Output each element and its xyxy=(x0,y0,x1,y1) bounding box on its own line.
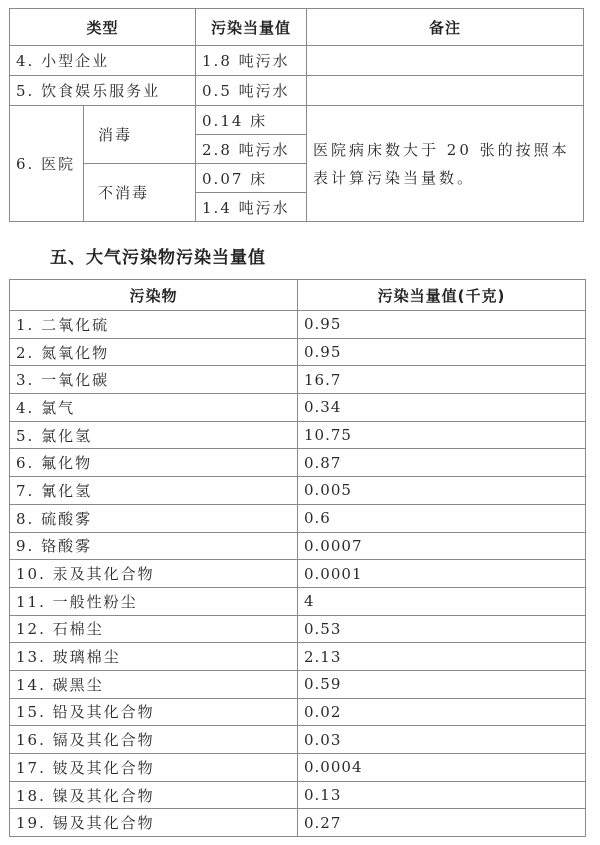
pollutant-name: 10. 汞及其化合物 xyxy=(10,560,298,588)
value-cell: 0.07 床 xyxy=(196,164,307,193)
table-row xyxy=(10,615,586,643)
header-equivalent: 污染当量值(千克) xyxy=(298,280,586,311)
pollutant-name: 6. 氟化物 xyxy=(10,449,298,477)
table-row xyxy=(10,532,586,560)
equivalent-value: 0.0007 xyxy=(298,532,586,560)
equivalent-value: 10.75 xyxy=(298,421,586,449)
equivalent-value: 0.0004 xyxy=(298,754,586,782)
table-row xyxy=(10,449,586,477)
table-row xyxy=(10,781,586,809)
table-row xyxy=(10,477,586,505)
table-header-row xyxy=(10,280,586,311)
pollutant-name: 17. 铍及其化合物 xyxy=(10,754,298,782)
pollutant-name: 18. 镍及其化合物 xyxy=(10,781,298,809)
type-cell: 5. 饮食娱乐服务业 xyxy=(10,76,196,106)
pollutant-name: 8. 硫酸雾 xyxy=(10,504,298,532)
equivalent-value: 0.87 xyxy=(298,449,586,477)
pollutant-name: 13. 玻璃棉尘 xyxy=(10,643,298,671)
table-row xyxy=(10,76,584,106)
type-cell: 4. 小型企业 xyxy=(10,46,196,76)
equivalent-value: 0.95 xyxy=(298,311,586,339)
pollutant-name: 11. 一般性粉尘 xyxy=(10,587,298,615)
water-pollutant-table xyxy=(9,8,584,222)
equivalent-value: 0.13 xyxy=(298,781,586,809)
pollutant-name: 1. 二氧化硫 xyxy=(10,311,298,339)
pollutant-name: 7. 氰化氢 xyxy=(10,477,298,505)
table-row xyxy=(10,394,586,422)
table-row xyxy=(10,311,586,339)
table-row xyxy=(10,698,586,726)
pollutant-name: 9. 铬酸雾 xyxy=(10,532,298,560)
air-pollutant-table xyxy=(9,279,586,837)
pollutant-name: 15. 铅及其化合物 xyxy=(10,698,298,726)
table-row xyxy=(10,809,586,837)
equivalent-value: 16.7 xyxy=(298,366,586,394)
table-row xyxy=(10,366,586,394)
table-row xyxy=(10,560,586,588)
table-row xyxy=(10,338,586,366)
table-row xyxy=(10,587,586,615)
table-row xyxy=(10,421,586,449)
header-value: 污染当量值 xyxy=(196,9,307,46)
header-type: 类型 xyxy=(10,9,196,46)
equivalent-value: 0.53 xyxy=(298,615,586,643)
header-note: 备注 xyxy=(307,9,584,46)
value-cell: 0.5 吨污水 xyxy=(196,76,307,106)
value-cell: 1.8 吨污水 xyxy=(196,46,307,76)
equivalent-value: 0.95 xyxy=(298,338,586,366)
table-row xyxy=(10,670,586,698)
value-cell: 2.8 吨污水 xyxy=(196,135,307,164)
table-row xyxy=(10,46,584,76)
equivalent-value: 0.03 xyxy=(298,726,586,754)
table-row xyxy=(10,504,586,532)
note-cell xyxy=(307,76,584,106)
pollutant-name: 12. 石棉尘 xyxy=(10,615,298,643)
equivalent-value: 0.34 xyxy=(298,394,586,422)
pollutant-name: 19. 锡及其化合物 xyxy=(10,809,298,837)
table-row-hospital xyxy=(10,106,584,135)
pollutant-name: 14. 碳黑尘 xyxy=(10,670,298,698)
table-row xyxy=(10,726,586,754)
pollutant-name: 2. 氮氧化物 xyxy=(10,338,298,366)
header-pollutant: 污染物 xyxy=(10,280,298,311)
pollutant-name: 5. 氯化氢 xyxy=(10,421,298,449)
note-cell xyxy=(307,46,584,76)
equivalent-value: 4 xyxy=(298,587,586,615)
pollutant-name: 3. 一氧化碳 xyxy=(10,366,298,394)
equivalent-value: 0.59 xyxy=(298,670,586,698)
equivalent-value: 0.27 xyxy=(298,809,586,837)
table-header-row xyxy=(10,9,584,46)
equivalent-value: 0.005 xyxy=(298,477,586,505)
hospital-label: 6. 医院 xyxy=(10,106,84,222)
section-title: 五、大气污染物污染当量值 xyxy=(50,248,266,268)
pollutant-name: 16. 镉及其化合物 xyxy=(10,726,298,754)
value-cell: 0.14 床 xyxy=(196,106,307,135)
hospital-note: 医院病床数大于 20 张的按照本表计算污染当量数。 xyxy=(307,106,584,222)
equivalent-value: 0.02 xyxy=(298,698,586,726)
value-cell: 1.4 吨污水 xyxy=(196,193,307,222)
no-disinfect-label: 不消毒 xyxy=(84,164,196,222)
disinfect-label: 消毒 xyxy=(84,106,196,164)
pollutant-name: 4. 氯气 xyxy=(10,394,298,422)
equivalent-value: 0.0001 xyxy=(298,560,586,588)
equivalent-value: 0.6 xyxy=(298,504,586,532)
table-row xyxy=(10,643,586,671)
table-row xyxy=(10,754,586,782)
equivalent-value: 2.13 xyxy=(298,643,586,671)
